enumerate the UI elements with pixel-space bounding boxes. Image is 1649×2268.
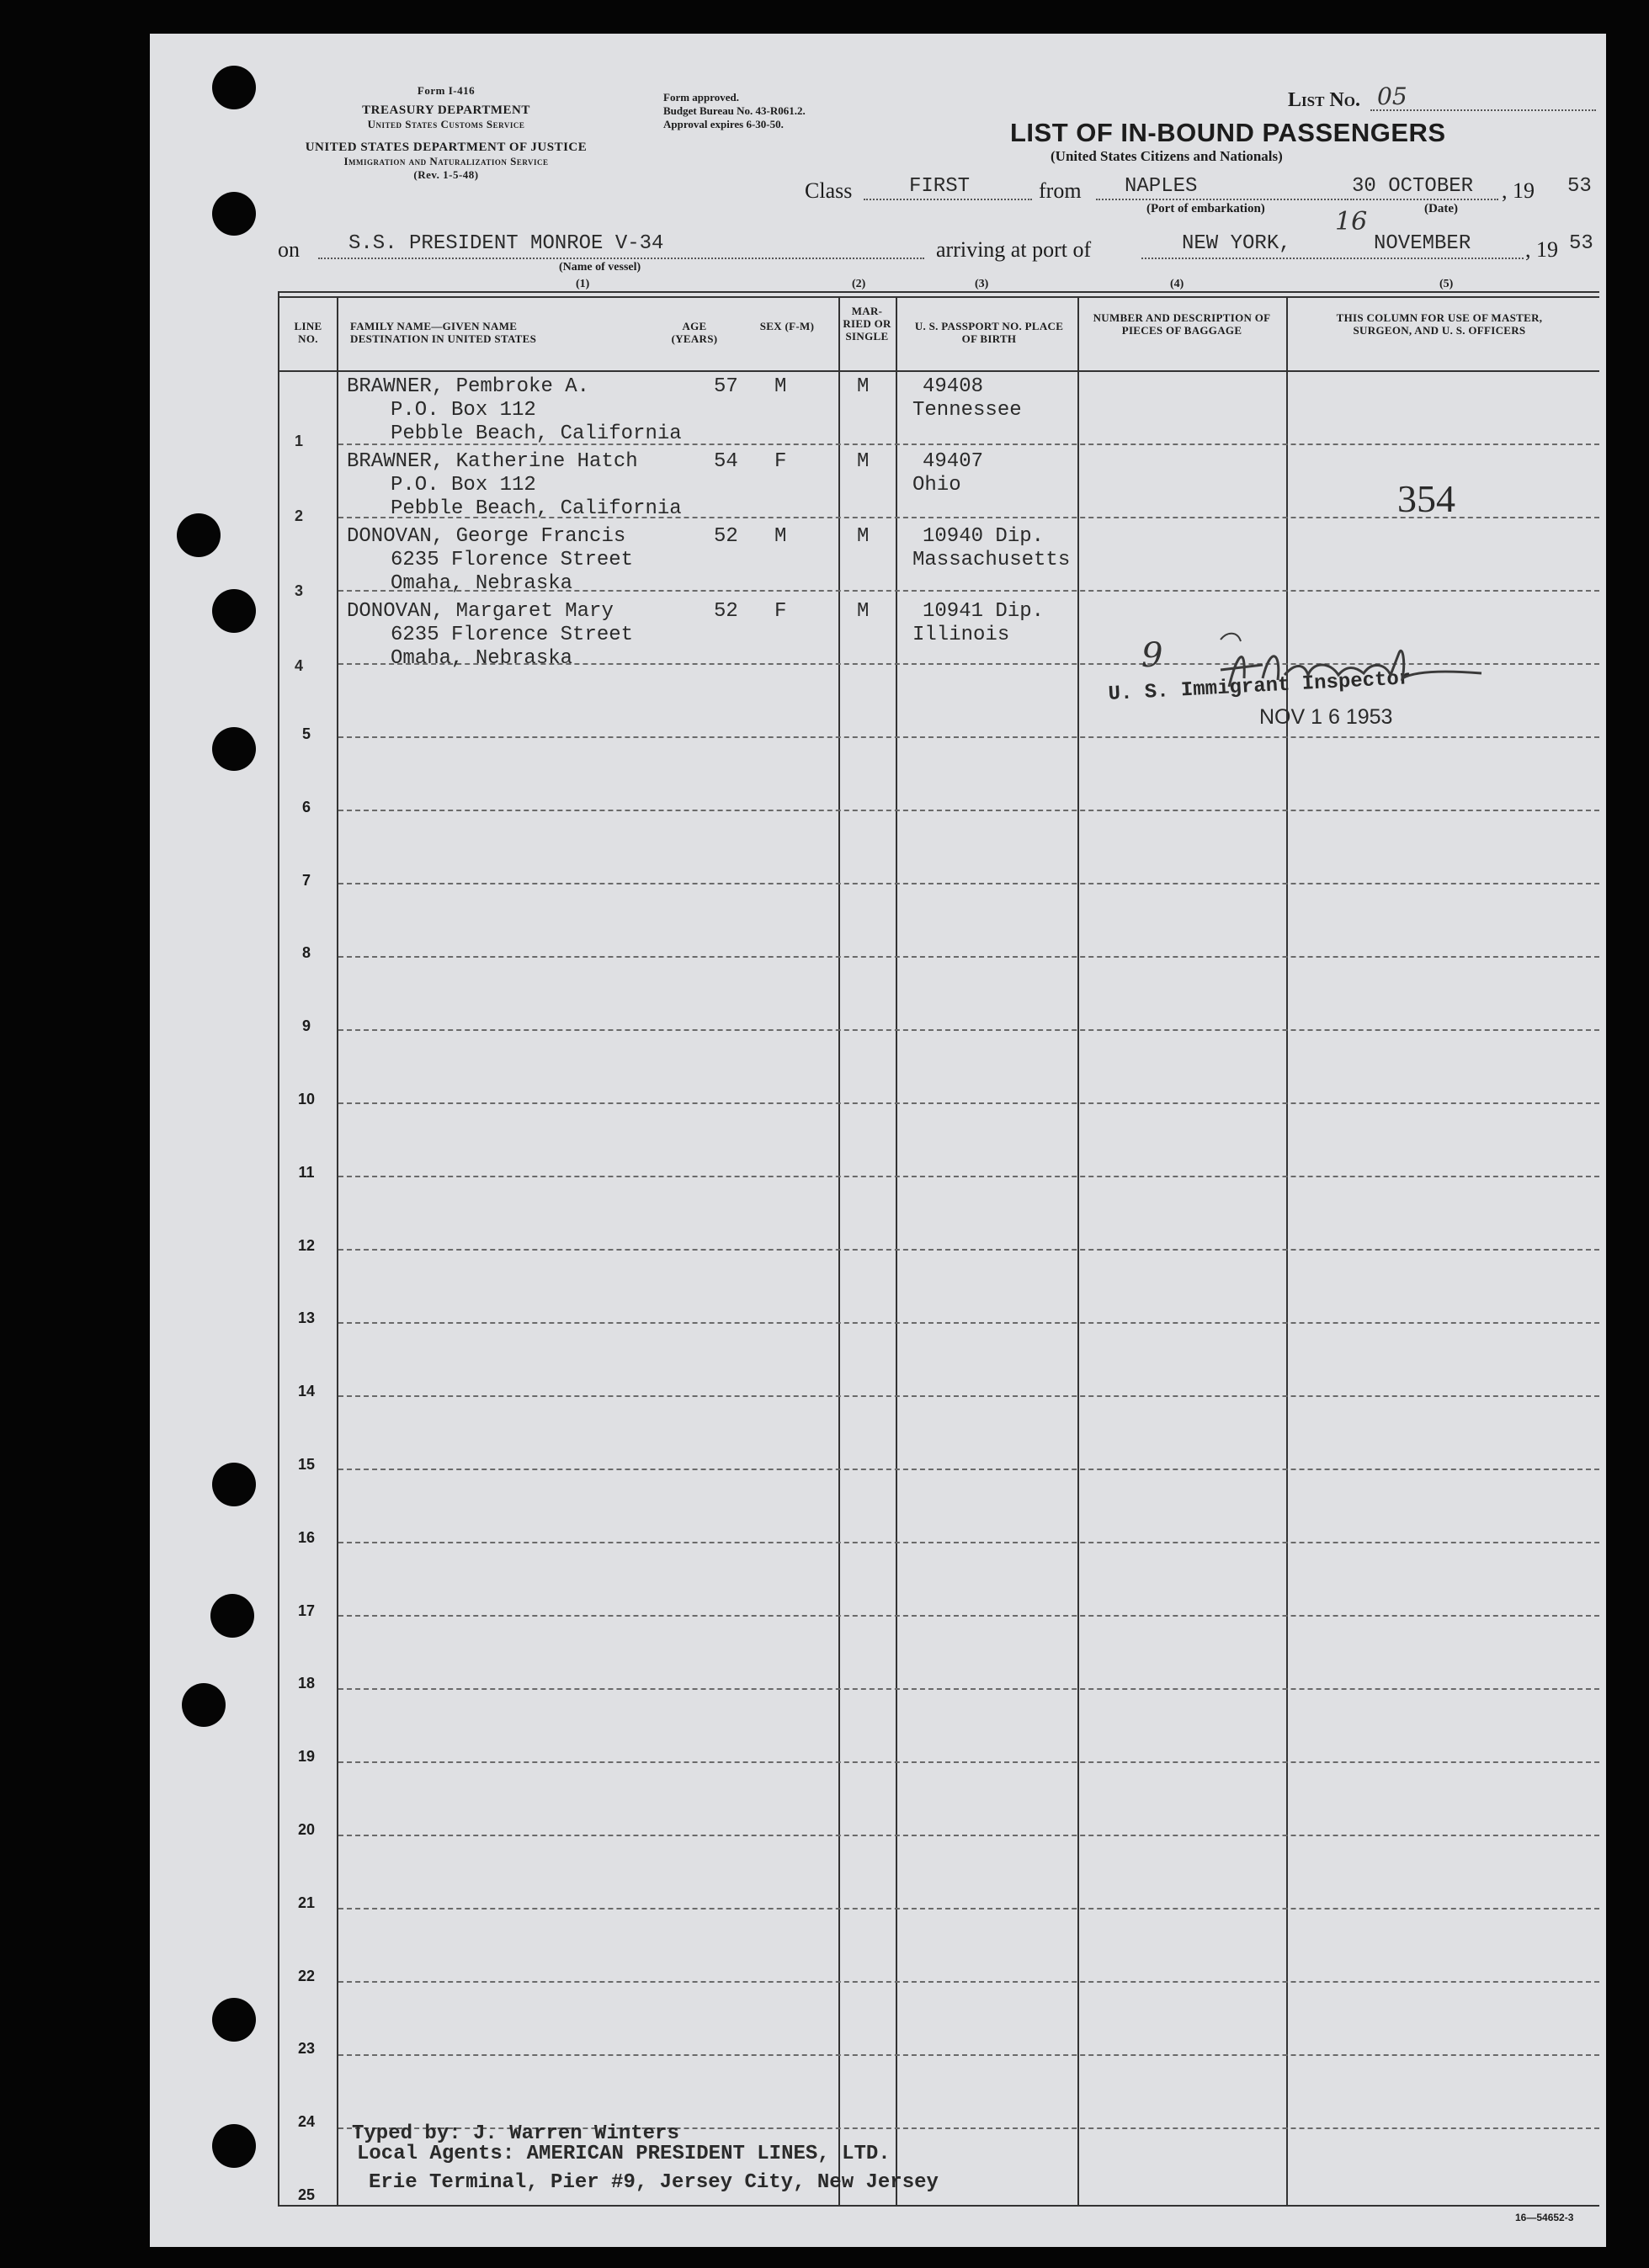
class-line <box>864 199 1032 200</box>
line-number: 7 <box>301 871 311 889</box>
row-rule <box>338 1908 1599 1909</box>
passenger-name: BRAWNER, Pembroke A. <box>347 375 590 398</box>
passenger-marital: M <box>857 375 870 398</box>
arrival-day: 16 <box>1335 207 1368 236</box>
passenger-birthplace: Illinois <box>912 624 1010 646</box>
line-number: 6 <box>301 798 311 815</box>
col-num-4: (4) <box>1170 278 1184 290</box>
passenger-address-line1: P.O. Box 112 <box>391 474 536 497</box>
binder-hole <box>212 1998 256 2042</box>
row-rule <box>338 883 1599 884</box>
line-number: 21 <box>297 1894 316 1911</box>
passenger-sex: M <box>774 525 787 548</box>
signature-initials: 9 <box>1141 636 1163 675</box>
header-line-no: LINE NO. <box>294 320 322 345</box>
passenger-line-number: 2 <box>295 507 304 524</box>
row-rule <box>338 1469 1599 1470</box>
arrival-line <box>1141 258 1524 259</box>
passenger-passport: 10941 Dip. <box>923 600 1045 623</box>
from-line <box>1096 199 1348 200</box>
from-label: from <box>1039 178 1082 203</box>
arrival-year: 53 <box>1569 232 1593 255</box>
passenger-sex: F <box>774 600 787 623</box>
binder-hole <box>212 192 256 236</box>
passenger-birthplace: Massachusetts <box>912 549 1071 571</box>
binder-hole <box>182 1683 226 1727</box>
col-num-3: (3) <box>975 278 989 290</box>
passenger-age: 54 <box>714 450 738 473</box>
line-number: 15 <box>297 1456 316 1473</box>
table-left-border <box>278 291 279 2207</box>
col-4-divider <box>1286 296 1288 2207</box>
officer-number: 354 <box>1397 477 1455 520</box>
passenger-age: 52 <box>714 600 738 623</box>
treasury-department: TREASURY DEPARTMENT <box>362 104 530 117</box>
passenger-passport: 49408 <box>923 375 984 398</box>
row-rule <box>338 1102 1599 1104</box>
passenger-address-line1: 6235 Florence Street <box>391 624 634 646</box>
passenger-address-line2: Pebble Beach, California <box>391 497 682 520</box>
row-rule <box>338 1029 1599 1031</box>
passenger-line-number: 4 <box>295 657 304 674</box>
budget-bureau: Budget Bureau No. 43-R061.2. <box>663 104 806 117</box>
header-name: FAMILY NAME—GIVEN NAME DESTINATION IN UNITED STATES <box>350 320 537 345</box>
line-number: 11 <box>298 1163 315 1181</box>
line-number: 23 <box>297 2040 316 2058</box>
line-number: 22 <box>297 1967 316 1984</box>
list-title: LIST OF IN-BOUND PASSENGERS <box>1010 118 1446 147</box>
line-number: 13 <box>297 1309 316 1327</box>
col-num-5: (5) <box>1439 278 1454 290</box>
line-number: 10 <box>297 1091 316 1107</box>
typed-by: Typed by: J. Warren Winters <box>352 2122 679 2145</box>
passenger-line-number: 1 <box>295 433 304 449</box>
row-rule <box>338 1981 1599 1983</box>
vessel-line <box>318 258 924 259</box>
row-rule <box>338 2054 1599 2056</box>
binder-hole <box>210 1594 254 1638</box>
line-number: 8 <box>301 944 311 962</box>
col-2-divider <box>896 296 897 2207</box>
line-number: 16 <box>297 1528 316 1546</box>
table-bottom-border <box>278 2205 1599 2207</box>
class-value: FIRST <box>909 175 971 198</box>
row-rule <box>338 1835 1599 1836</box>
form-number: Form I-416 <box>417 84 476 97</box>
binder-hole <box>212 2124 256 2168</box>
row-rule <box>338 810 1599 811</box>
row-rule <box>338 736 1599 738</box>
header-passport: U. S. PASSPORT NO. PLACE OF BIRTH <box>914 320 1064 345</box>
vessel-caption: (Name of vessel) <box>559 261 641 274</box>
inspector-stamp: U. S. Immigrant Inspector <box>1108 667 1412 706</box>
passenger-marital: M <box>857 600 870 623</box>
department-of-justice: UNITED STATES DEPARTMENT OF JUSTICE <box>305 141 588 154</box>
line-number: 25 <box>297 2186 316 2203</box>
binder-hole <box>177 513 221 557</box>
date-line <box>1350 199 1498 200</box>
list-no-label: List No. <box>1288 89 1360 111</box>
passenger-sex: F <box>774 450 787 473</box>
customs-service: United States Customs Service <box>367 118 525 130</box>
line-number: 9 <box>301 1017 311 1035</box>
agent-address: Erie Terminal, Pier #9, Jersey City, New Jersey <box>369 2171 939 2194</box>
row-rule <box>338 1542 1599 1543</box>
line-number: 5 <box>301 725 311 742</box>
header-officers: THIS COLUMN FOR USE OF MASTER, SURGEON, AND U. S. OFFICERS <box>1336 311 1543 337</box>
table-top-border-2 <box>278 296 1599 298</box>
passenger-address-line1: 6235 Florence Street <box>391 549 634 571</box>
from-value: NAPLES <box>1125 175 1198 198</box>
line-number: 24 <box>297 2113 316 2131</box>
passenger-address-line2: Pebble Beach, California <box>391 422 682 445</box>
row-rule <box>338 1615 1599 1617</box>
row-rule <box>338 956 1599 958</box>
passenger-marital: M <box>857 525 870 548</box>
row-rule <box>338 1688 1599 1690</box>
passenger-passport: 10940 Dip. <box>923 525 1045 548</box>
header-age: AGE (YEARS) <box>671 320 718 345</box>
passenger-address-line1: P.O. Box 112 <box>391 399 536 422</box>
vessel-value: S.S. PRESIDENT MONROE V-34 <box>348 232 664 255</box>
passenger-birthplace: Ohio <box>912 474 961 497</box>
local-agents: Local Agents: AMERICAN PRESIDENT LINES, LTD. <box>357 2143 891 2165</box>
row-rule <box>338 1322 1599 1324</box>
year-prefix: , 19 <box>1502 178 1535 203</box>
row-rule <box>338 1176 1599 1177</box>
binder-hole <box>212 66 256 109</box>
header-sex: SEX (F-M) <box>759 320 815 332</box>
binder-hole <box>212 1463 256 1506</box>
line-number: 14 <box>297 1383 316 1400</box>
line-no-divider <box>337 296 338 2207</box>
port-caption: (Port of embarkation) <box>1146 202 1265 215</box>
list-no-value: 05 <box>1377 82 1407 110</box>
passenger-age: 52 <box>714 525 738 548</box>
form-revision: (Rev. 1-5-48) <box>413 168 479 181</box>
line-number: 12 <box>297 1236 316 1254</box>
passenger-marital: M <box>857 450 870 473</box>
arrival-month: NOVEMBER <box>1374 232 1471 255</box>
passenger-address-line2: Omaha, Nebraska <box>391 647 573 670</box>
passenger-name: BRAWNER, Katherine Hatch <box>347 450 638 473</box>
passenger-address-line2: Omaha, Nebraska <box>391 572 573 595</box>
approval-expires: Approval expires 6-30-50. <box>663 118 784 130</box>
col-3-divider <box>1077 296 1079 2207</box>
line-number: 18 <box>297 1675 316 1692</box>
col-num-1: (1) <box>576 278 590 290</box>
header-married: MAR- RIED OR SINGLE <box>843 305 891 343</box>
print-code: 16—54652-3 <box>1515 2212 1574 2223</box>
list-subtitle: (United States Citizens and Nationals) <box>1051 148 1283 164</box>
table-header-bottom <box>278 370 1599 372</box>
year-value: 53 <box>1567 175 1592 198</box>
date-value: 30 OCTOBER <box>1352 175 1474 198</box>
arrival-year-prefix: , 19 <box>1525 237 1558 262</box>
inspector-signature <box>1204 628 1490 704</box>
arrival-port: NEW YORK, <box>1182 232 1291 255</box>
line-number: 17 <box>297 1601 316 1619</box>
passenger-sex: M <box>774 375 787 398</box>
ins-service: Immigration and Naturalization Service <box>343 155 549 167</box>
header-baggage: NUMBER AND DESCRIPTION OF PIECES OF BAGGAGE <box>1093 311 1271 337</box>
passenger-line-number: 3 <box>295 582 304 599</box>
passenger-name: DONOVAN, George Francis <box>347 525 626 548</box>
class-label: Class <box>805 178 853 203</box>
table-top-border <box>278 291 1599 293</box>
binder-hole <box>212 589 256 633</box>
col-1-divider <box>838 296 840 2207</box>
arriving-label: arriving at port of <box>936 237 1092 262</box>
passenger-passport: 49407 <box>923 450 984 473</box>
passenger-birthplace: Tennessee <box>912 399 1022 422</box>
date-caption: (Date) <box>1424 202 1458 215</box>
form-approved: Form approved. <box>663 91 740 104</box>
passenger-name: DONOVAN, Margaret Mary <box>347 600 614 623</box>
col-num-2: (2) <box>852 278 866 290</box>
row-rule <box>338 1249 1599 1251</box>
row-rule <box>338 1395 1599 1397</box>
binder-hole <box>212 727 256 771</box>
on-label: on <box>278 237 300 262</box>
line-number: 20 <box>297 1821 316 1838</box>
form-page <box>150 34 1606 2247</box>
stamp-date: NOV 1 6 1953 <box>1259 705 1393 729</box>
row-rule <box>338 1761 1599 1763</box>
passenger-age: 57 <box>714 375 738 398</box>
line-number: 19 <box>297 1748 316 1766</box>
